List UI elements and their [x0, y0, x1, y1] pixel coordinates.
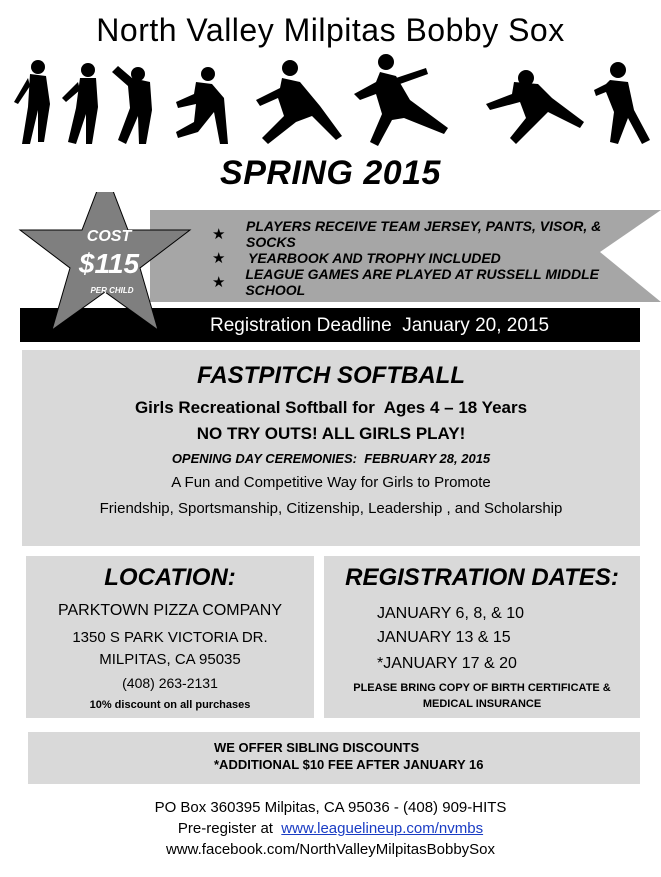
cost-unit: PER CHILD: [90, 286, 134, 295]
facebook-link[interactable]: www.facebook.com/NorthValleyMilpitasBobbySox: [165, 841, 496, 858]
opening-day: OPENING DAY CEREMONIES: FEBRUARY 28, 2015: [171, 451, 491, 466]
highlight-text: LEAGUE GAMES ARE PLAYED AT RUSSELL MIDDLE SCHOOL: [245, 266, 599, 298]
program-promote-2: Friendship, Sportsmanship, Citizenship, Leadership , and Scholarship: [99, 500, 563, 517]
player-silhouette-icon: [594, 62, 650, 144]
player-silhouette-icon: [62, 63, 98, 144]
player-silhouette-icon: [112, 66, 152, 144]
highlight-text: PLAYERS RECEIVE TEAM JERSEY, PANTS, VISOR, & SOCKS: [245, 218, 602, 250]
program-ages: Girls Recreational Softball for Ages 4 – 18 Years: [134, 398, 528, 417]
highlight-item: [212, 266, 632, 298]
late-fee-note: *ADDITIONAL $10 FEE AFTER JANUARY 16: [214, 757, 484, 772]
program-tryouts: NO TRY OUTS! ALL GIRLS PLAY!: [196, 424, 466, 443]
softball-player-silhouettes: [0, 52, 661, 152]
sibling-discount: WE OFFER SIBLING DISCOUNTS: [214, 740, 420, 755]
star-bullet-icon: ★: [212, 274, 226, 291]
program-heading: FASTPITCH SOFTBALL: [197, 362, 465, 389]
star-bullet-icon: ★: [212, 226, 226, 243]
program-promote-1: A Fun and Competitive Way for Girls to Promote: [171, 474, 491, 491]
registration-note: MEDICAL INSURANCE: [422, 698, 542, 710]
player-silhouette-icon: [176, 67, 228, 144]
highlight-text: YEARBOOK AND TROPHY INCLUDED: [248, 250, 501, 266]
location-city: MILPITAS, CA 95035: [99, 651, 241, 668]
location-heading: LOCATION:: [104, 564, 236, 591]
highlights-list: [212, 218, 632, 298]
contact-address: PO Box 360395 Milpitas, CA 95036 - (408) 909-HITS: [154, 799, 507, 816]
location-phone: (408) 263-2131: [122, 675, 218, 691]
preregister-label: Pre-register at: [177, 820, 278, 837]
registration-deadline: Registration Deadline January 20, 2015: [210, 315, 550, 336]
cost-amount: $115: [78, 248, 140, 279]
preregister-line: [0, 820, 661, 837]
player-silhouette-icon: [354, 54, 448, 146]
sibling-discount-box: [28, 732, 640, 784]
location-discount: 10% discount on all purchases: [89, 699, 251, 711]
player-silhouette-icon: [486, 70, 584, 144]
registration-date: JANUARY 13 & 15: [377, 629, 511, 646]
location-box: [26, 556, 314, 718]
registration-date: JANUARY 6, 8, & 10: [377, 605, 525, 622]
season-heading: SPRING 2015: [220, 154, 441, 192]
cost-label: COST: [86, 228, 132, 245]
location-name: PARKTOWN PIZZA COMPANY: [57, 602, 283, 619]
registration-date: *JANUARY 17 & 20: [377, 655, 517, 672]
location-street: 1350 S PARK VICTORIA DR.: [72, 629, 268, 646]
registration-heading: REGISTRATION DATES:: [345, 564, 619, 591]
program-info-box: [22, 350, 640, 546]
player-silhouette-icon: [256, 60, 342, 144]
player-silhouette-icon: [14, 60, 50, 144]
registration-dates-box: [324, 556, 640, 718]
preregister-link[interactable]: www.leaguelineup.com/nvmbs: [281, 820, 484, 837]
star-bullet-icon: ★: [212, 250, 226, 267]
page-title: North Valley Milpitas Bobby Sox: [96, 12, 565, 48]
highlight-item: [212, 218, 632, 250]
registration-note: PLEASE BRING COPY OF BIRTH CERTIFICATE &: [353, 682, 611, 694]
